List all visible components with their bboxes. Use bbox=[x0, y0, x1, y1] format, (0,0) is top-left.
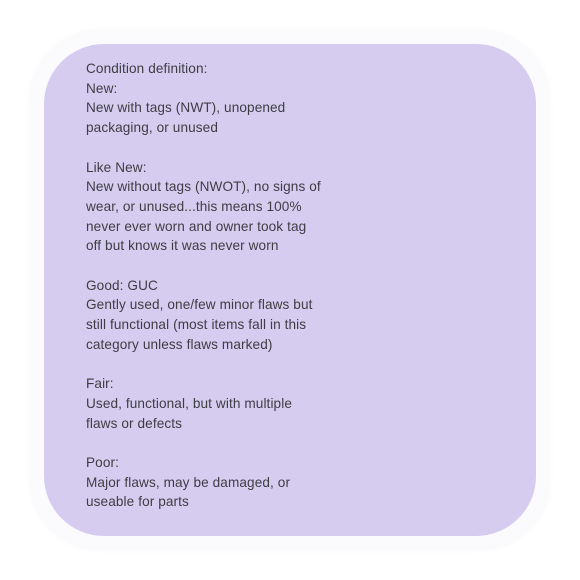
section-heading: New: bbox=[86, 80, 118, 96]
section-new bbox=[86, 79, 446, 138]
section-line: flaws or defects bbox=[86, 415, 183, 431]
card-title: Condition definition: bbox=[86, 61, 208, 76]
section-line: never ever worn and owner took tag bbox=[86, 218, 307, 234]
section-gap bbox=[86, 433, 446, 453]
section-line: packaging, or unused bbox=[86, 120, 218, 136]
section-gap bbox=[86, 138, 446, 158]
section-line: off but knows it was never worn bbox=[86, 238, 279, 254]
section-line: Used, functional, but with multiple bbox=[86, 395, 292, 411]
section-heading: Good: GUC bbox=[86, 277, 158, 293]
section-line: useable for parts bbox=[86, 494, 189, 510]
section-fair bbox=[86, 374, 446, 433]
section-good bbox=[86, 276, 446, 355]
section-heading: Poor: bbox=[86, 455, 119, 470]
section-gap bbox=[86, 355, 446, 375]
section-heading: Fair: bbox=[86, 376, 114, 392]
section-like-new bbox=[86, 158, 446, 257]
section-line: category unless flaws marked) bbox=[86, 336, 273, 352]
section-line: New with tags (NWT), unopened bbox=[86, 100, 286, 116]
condition-definitions-text bbox=[86, 59, 446, 512]
section-line: Gently used, one/few minor flaws but bbox=[86, 297, 313, 313]
section-line: still functional (most items fall in this bbox=[86, 317, 307, 333]
section-poor bbox=[86, 453, 446, 512]
section-heading: Like New: bbox=[86, 159, 147, 175]
section-line: New without tags (NWOT), no signs of bbox=[86, 179, 321, 195]
section-line: wear, or unused...this means 100% bbox=[86, 198, 302, 214]
section-line: Major flaws, may be damaged, or bbox=[86, 474, 291, 490]
section-gap bbox=[86, 256, 446, 276]
